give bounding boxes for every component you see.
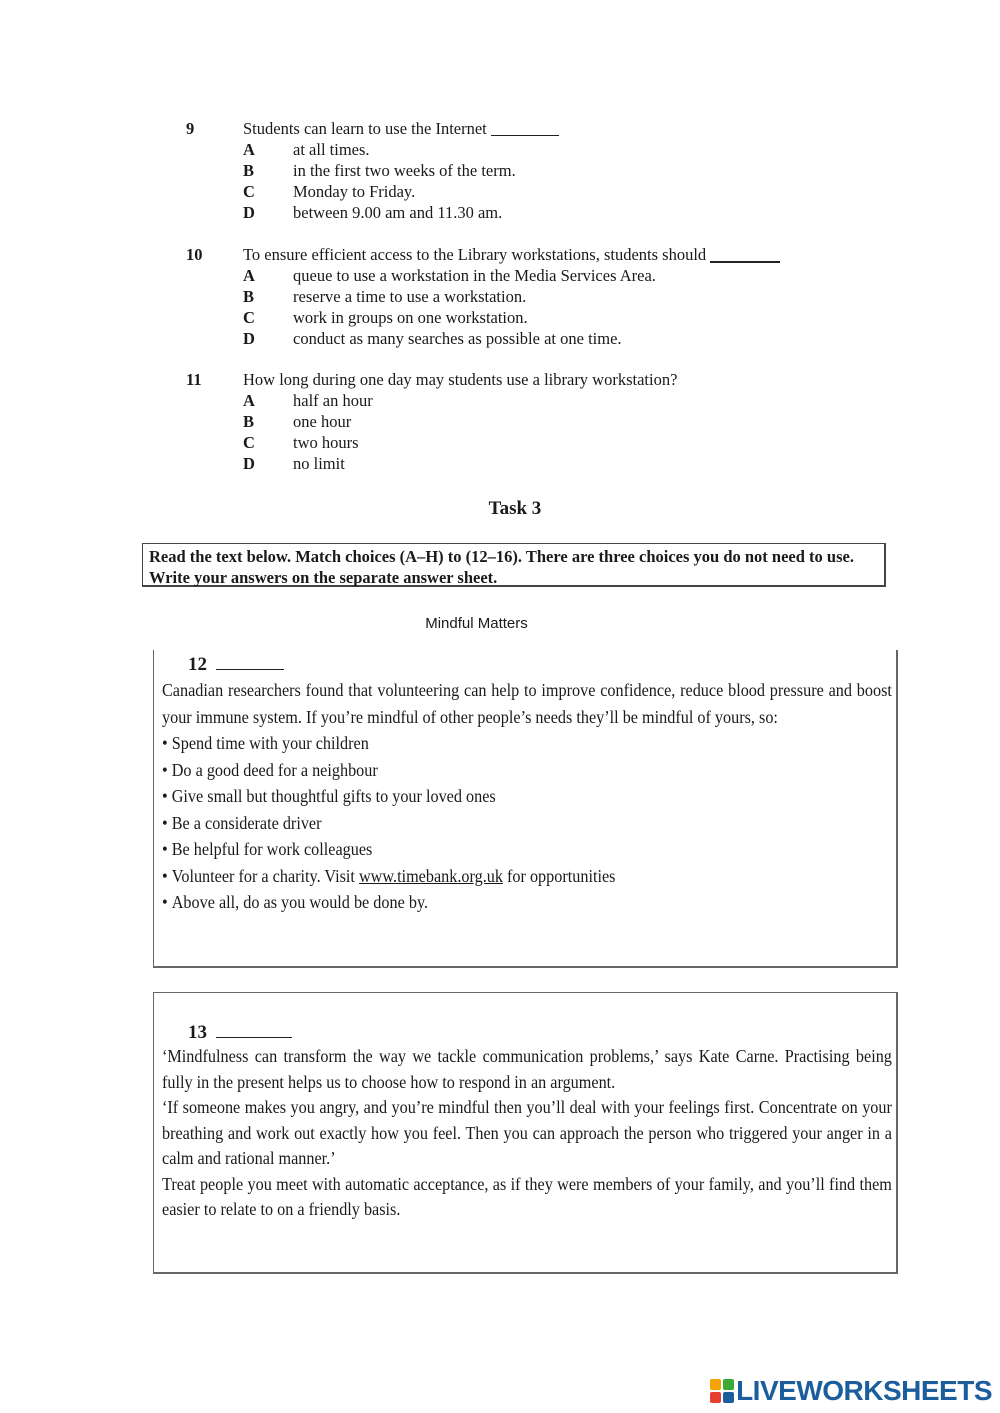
question-number: 10 — [186, 244, 203, 264]
option-letter: A — [243, 390, 255, 410]
liveworksheets-logo-icon — [710, 1379, 734, 1403]
option-text: at all times. — [293, 139, 370, 159]
option-text: work in groups on one workstation. — [293, 307, 528, 327]
box-12-intro: Canadian researchers found that volunteering can help to improve confidence, reduce blood pressure and boost your immune system. If you’re mindful of other people’s needs they’ll be mindful of yours, so: — [162, 680, 892, 727]
timebank-link[interactable]: www.timebank.org.uk — [358, 865, 503, 886]
list-item: • Be a considerate driver — [162, 810, 892, 837]
logo-tile-3 — [710, 1392, 721, 1403]
option-letter: B — [243, 286, 255, 306]
question-stem: To ensure efficient access to the Library workstations, students should — [243, 244, 707, 264]
option-letter: B — [243, 160, 255, 180]
list-item: • Do a good deed for a neighbour — [162, 757, 892, 784]
answer-blank — [216, 1021, 292, 1038]
option-letter: D — [243, 202, 255, 222]
option-letter: D — [243, 328, 255, 348]
option-text: no limit — [293, 453, 345, 473]
logo-tile-2 — [723, 1379, 734, 1390]
question-stem: Students can learn to use the Internet — [243, 118, 487, 138]
box-number: 13 — [188, 1021, 292, 1044]
option-letter: C — [243, 307, 255, 327]
box-12-text — [162, 677, 892, 916]
question-11 — [186, 369, 677, 474]
option-text: between 9.00 am and 11.30 am. — [293, 202, 503, 222]
logo-text: LIVEWORKSHEETS — [736, 1375, 992, 1406]
logo-tile-4 — [723, 1392, 734, 1403]
question-10 — [186, 244, 780, 349]
box-number: 12 — [188, 653, 284, 676]
option-letter: C — [243, 432, 255, 452]
logo-tile-1 — [710, 1379, 721, 1390]
option-letter: A — [243, 265, 255, 285]
text-box-13 — [153, 992, 898, 1274]
list-item: • Give small but thoughtful gifts to your loved ones — [162, 783, 892, 810]
option — [186, 160, 559, 181]
option — [186, 181, 559, 202]
option-text: queue to use a workstation in the Media Services Area. — [293, 265, 656, 285]
text-title: Mindful Matters — [425, 615, 528, 632]
question-stem: How long during one day may students use a library workstation? — [243, 369, 678, 389]
list-item: • Above all, do as you would be done by. — [162, 889, 892, 916]
option — [186, 265, 780, 286]
option-text: half an hour — [293, 390, 373, 410]
option-text: reserve a time to use a workstation. — [293, 286, 527, 306]
box-13-paragraph-3: Treat people you meet with automatic acceptance, as if they were members of your family, and you’ll find them easier to relate to on a friendly basis. — [162, 1173, 892, 1219]
option-letter: C — [243, 181, 255, 201]
list-item: • Be helpful for work colleagues — [162, 836, 892, 863]
task-title: Task 3 — [488, 498, 542, 519]
option-text: one hour — [293, 411, 352, 431]
box-13-text — [162, 1044, 892, 1223]
option — [186, 411, 677, 432]
option — [186, 453, 677, 474]
liveworksheets-logo — [710, 1375, 992, 1407]
list-item-volunteer: • Volunteer for a charity. Visit www.timebank.org.uk for opportunities — [162, 863, 892, 890]
option-text: conduct as many searches as possible at one time. — [293, 328, 622, 348]
option — [186, 286, 780, 307]
question-number: 11 — [186, 369, 202, 389]
option-letter: A — [243, 139, 255, 159]
option — [186, 390, 677, 411]
tips-list — [162, 730, 892, 916]
box-13-paragraph-2: ‘If someone makes you angry, and you’re mindful then you’ll deal with your feelings first. Concentrate on your breathing and work out exactly how you feel. Then you can approach the person who triggered your anger in a calm and rational manner.’ — [162, 1097, 892, 1168]
answer-blank — [710, 247, 780, 263]
option — [186, 328, 780, 349]
question-9 — [186, 118, 559, 223]
option-letter: D — [243, 453, 255, 473]
box-13-paragraph-1: ‘Mindfulness can transform the way we tackle communication problems,’ says Kate Carne. Practising being fully in the present helps us to choose how to respond in an argument. — [162, 1046, 892, 1092]
question-number: 9 — [186, 118, 195, 138]
option-text: in the first two weeks of the term. — [293, 160, 516, 180]
option — [186, 307, 780, 328]
option-text: two hours — [293, 432, 359, 452]
option-text: Monday to Friday. — [293, 181, 416, 201]
answer-blank — [216, 653, 284, 670]
option-letter: B — [243, 411, 255, 431]
option — [186, 139, 559, 160]
option — [186, 202, 559, 223]
text-box-12 — [153, 650, 898, 968]
list-item: • Spend time with your children — [162, 730, 892, 757]
option — [186, 432, 677, 453]
task-instructions: Read the text below. Match choices (A–H) to (12–16). There are three choices you do not need to use. Write your answers on the separate answer sheet. — [142, 543, 886, 587]
answer-blank — [491, 121, 559, 136]
